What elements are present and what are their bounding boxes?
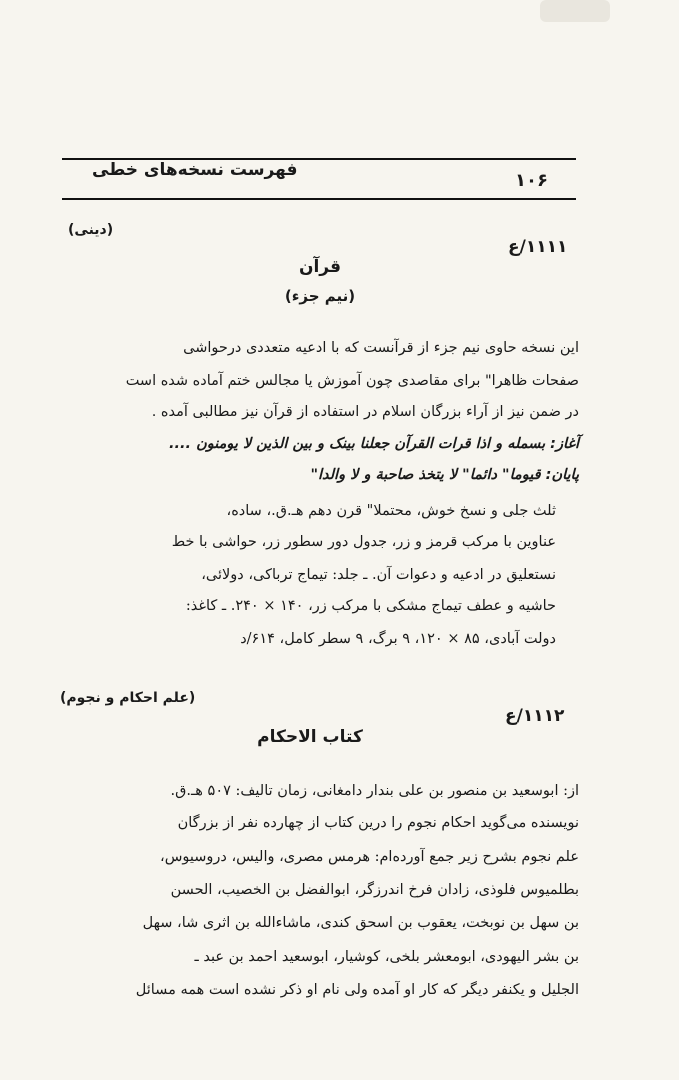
entry-text-line: در ضمن نیز از آراء بزرگان اسلام در استفاده از قرآن نیز مطالبی آمده .	[151, 404, 579, 420]
description-line: ثلث جلی و نسخ خوش، محتملا" قرن دهم هـ.ق.، ساده،	[226, 503, 556, 519]
description-line: نستعلیق در ادعیه و دعوات آن. ـ جلد: تیماج ترباکی، دولائی،	[201, 567, 556, 583]
header-rule-bottom	[62, 198, 576, 200]
entry-text-line: این نسخه حاوی نیم جزء از قرآنست که با ادعیه متعددی درحواشی	[183, 340, 579, 356]
running-header-title: فهرست نسخه‌های خطی	[92, 160, 298, 180]
entry-category: (علم احکام و نجوم)	[60, 690, 196, 706]
description-line: دولت آبادی، ۸۵ × ۱۲۰، ۹ برگ، ۹ سطر کامل، ۶۱۴/د	[240, 631, 556, 647]
incipit-line: آغاز: بسمله و اذا قرات القرآن جعلنا بینک و بین الذین لا یومنون ....	[169, 436, 579, 452]
scan-mark	[540, 0, 610, 22]
description-line: عناوین با مرکب قرمز و زر، جدول دور سطور زر، حواشی با خط	[171, 534, 556, 550]
page-number: ۱۰۶	[515, 170, 548, 191]
description-line: از: ابوسعید بن منصور بن علی بندار دامغانی، زمان تالیف: ۵۰۷ هـ.ق.	[170, 783, 579, 799]
description-line: بن بشر الیهودی، ابومعشر بلخی، کوشیار، ابوسعید احمد بن عبد ـ	[194, 949, 579, 965]
description-line: حاشیه و عطف تیماج مشکی با مرکب زر، ۱۴۰ × ۲۴۰. ـ کاغذ:	[185, 598, 556, 614]
entry-title: کتاب الاحکام	[257, 727, 363, 747]
description-line: بطلمیوس فلوذی، زادان فرخ اندرزگر، ابوالفضل بن الخصیب، الحسن	[170, 882, 579, 898]
explicit-line: پایان: قیوما" دائما" لا یتخذ صاحبة و لا والدا"	[310, 467, 579, 483]
description-line: بن سهل بن نوبخت، یعقوب بن اسحق کندی، ماشاءالله بن اثری شا، سهل	[142, 915, 579, 931]
entry-subtitle: (نیم جزء)	[284, 287, 356, 305]
description-line: علم نجوم بشرح زیر جمع آورده‌ام: هرمس مصری، والیس، دروسیوس،	[160, 849, 579, 865]
entry-id: ۱۱۱۱/ع	[508, 237, 568, 257]
description-line: نویسنده می‌گوید احکام نجوم را درین کتاب از چهارده نفر از بزرگان	[177, 815, 579, 831]
entry-title: قرآن	[298, 257, 342, 277]
entry-id: ۱۱۱۲/ع	[505, 706, 565, 726]
description-line: الجلیل و یکنفر دیگر که کار او آمده ولی نام او ذکر نشده است همه مسائل	[135, 982, 579, 998]
entry-text-line: صفحات ظاهرا" برای مقاصدی چون آموزش یا مجالس ختم آماده شده است	[125, 373, 579, 389]
entry-category: (دینی)	[68, 222, 114, 238]
